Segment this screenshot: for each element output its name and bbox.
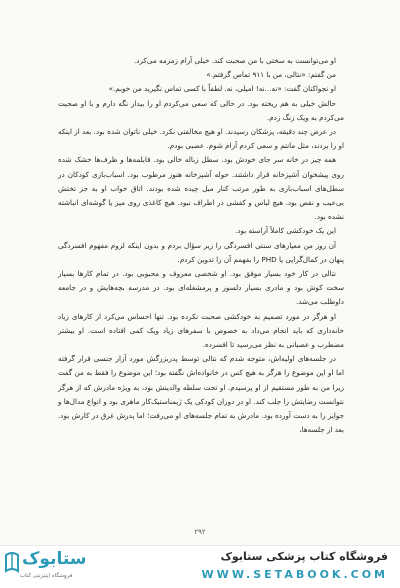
paragraph: در جلسه‌های اولیه‌اش، متوجه شدم که نتالی توسط پدربزرگش مورد آزار جنسی قرار گرفته اما او این موضوع را هرگز به هیچ کس در خانواده‌اش نگفته بود؛ این موضوع را فقط به من گفت زیرا من به طور مستقیم از او پرسیدم. او تحت سلطه والدینش بود، به ویژه مادرش که از هرگز نتوانست رضایتش را جلب کند. او در دوران کودکی یک ژیمناستیک‌کار ماهری بود و انواع مدال‌ها و جوایز را به دست آورده بود. مادرش به تمام جلسه‌های او می‌رفت؛ اما پدرش غرق در کارش بود. بعد از جلسه‌ها، bbox=[58, 354, 344, 435]
paragraph: من گفتم: «نتالی، من با ۹۱۱ تماس گرفتم.» bbox=[206, 70, 336, 80]
paragraph: او می‌توانست به سختی با من صحبت کند. خیلی آرام زمزمه می‌کرد. bbox=[133, 56, 336, 65]
paragraph: همه چیز در خانه سر جای خودش بود. سطل زباله خالی بود. قابلمه‌ها و ظرف‌ها خشک شده روی پیشخوان آشپزخانه قرار داشتند. حوله آشپزخانه هنوز مرطوب بود. اسباب‌بازی کودکان در سطل‌های اسباب‌بازی به طور مرتب کنار مبل چیده شده بودند. اتاق خواب او به جز تختش بی‌عیب و نقص بود. هیچ لباس و کفشی در اطراف نبود. هیچ کاغذی روی میز یا گوشه‌ای انباشته نشده بود. bbox=[58, 155, 344, 222]
paragraph: نتالی در کار خود بسیار موفق بود. او شخصی معروف و محبوبی بود. در تمام کارها بسیار سخت کوش بود و مادری بسیار دلسوز و پرمشغله‌ای بود. در مدرسه بچه‌هایش و در جامعه داوطلب می‌شد. bbox=[58, 269, 344, 307]
paragraph: آن روز من معیارهای سنتی افسردگی را زیر سؤال بردم و بدون اینکه لزوم مفهوم افسردگی پنهان در کمال‌گرایی یا PHD را بفهمم آن را تدوین کردم. bbox=[58, 240, 344, 264]
logo-wordmark: ستابوک bbox=[22, 549, 87, 569]
body-text bbox=[58, 54, 344, 437]
paragraph: در عرض چند دقیقه، پزشکان رسیدند. او هیچ مخالفتی نکرد. خیلی ناتوان شده بود. بعد از اینکه او را بردند، مثل مانتم و سعی کردم آرام شوم. عصبی بودم. bbox=[58, 127, 344, 151]
store-title: فروشگاه کتاب پزشکی ستابوک bbox=[220, 550, 388, 563]
logo-tagline: فروشگاه اینترنتی کتاب bbox=[20, 573, 73, 579]
store-footer bbox=[0, 545, 400, 588]
paragraph: او هرگز در مورد تصمیم به خودکشی صحبت نکرده بود. تنها احساس می‌کرد از کارهای زیاد خانه‌داری که باید انجام می‌داد به خصوص با سفرهای زیاد ویک کمی افتاده است. او بیشتر مضطرب و عصبانی به نظر می‌رسید تا افسرده. bbox=[58, 311, 344, 350]
store-logo[interactable] bbox=[4, 549, 87, 585]
paragraph: این یک خودکشی کاملاً آراسته بود. bbox=[235, 226, 336, 236]
paragraph: حالش خیلی به هم ریخته بود. در حالی که سعی می‌کردم او را بیدار نگه دارم و با او صحبت می‌کردم به ویک زنگ زدم. bbox=[58, 98, 344, 122]
store-url-link[interactable]: WWW.SETABOOK.COM bbox=[201, 568, 388, 581]
page-number: ۲۹۲ bbox=[194, 528, 206, 536]
book-logo-icon bbox=[4, 551, 20, 573]
paragraph: او نجواکنان گفت: «نه...نه! امیلی، نه. لطفاً با کسی تماس نگیرید من خوبم.» bbox=[108, 84, 336, 94]
